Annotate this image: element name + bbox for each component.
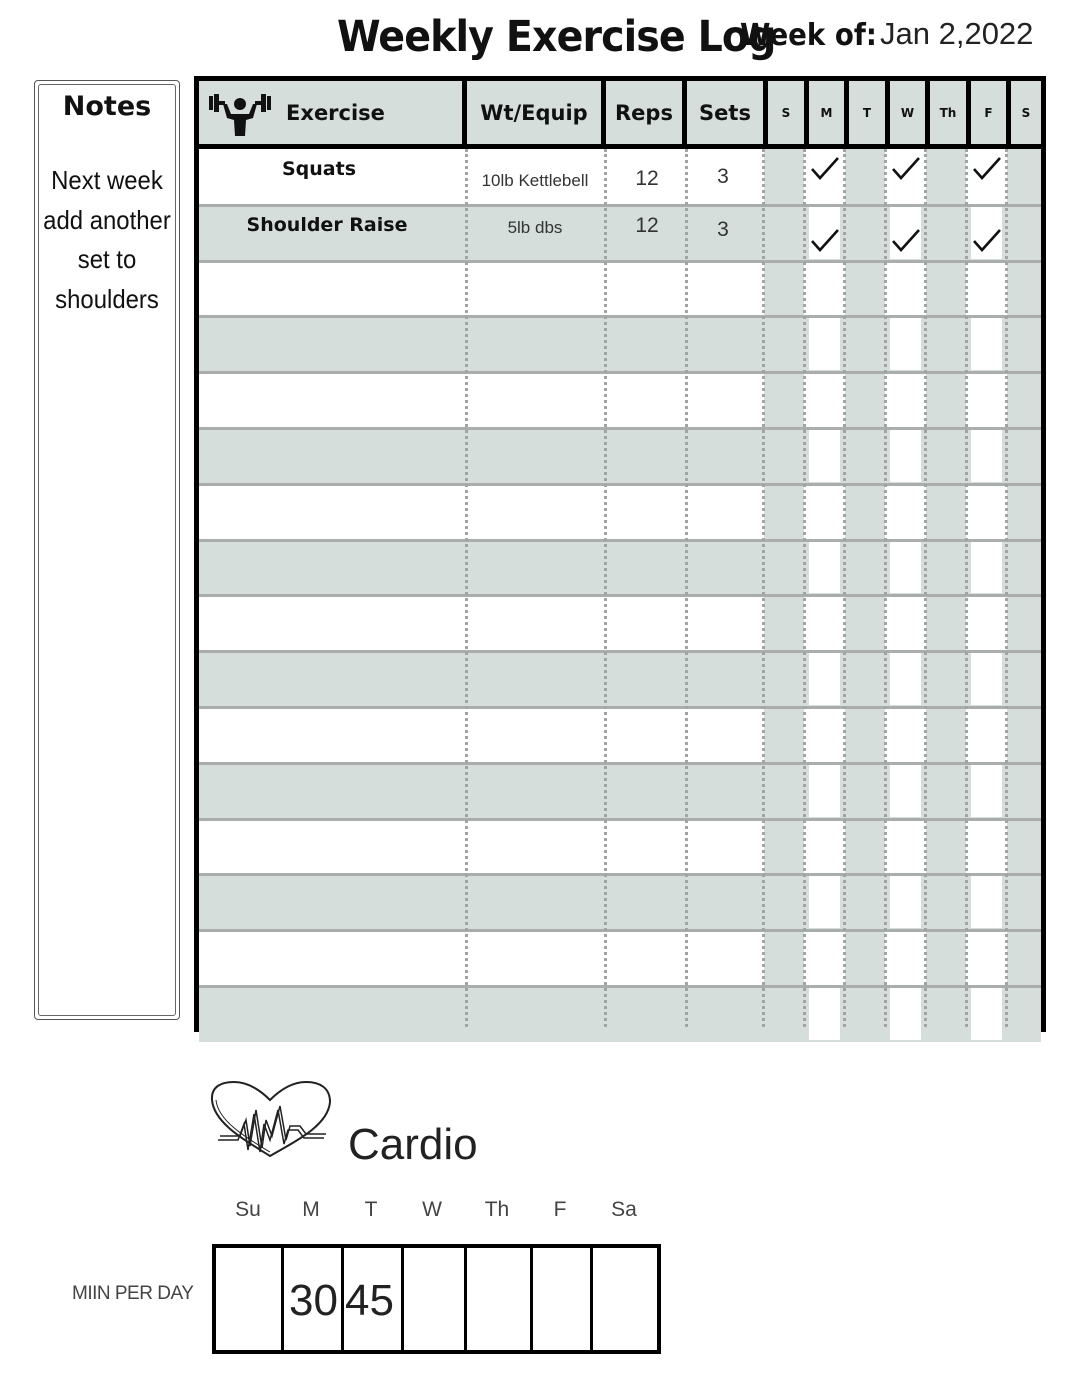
day-column-cell bbox=[809, 318, 840, 370]
column-divider bbox=[604, 149, 607, 1027]
header-day-tue: T bbox=[849, 81, 885, 144]
cardio-day-label: Sa bbox=[611, 1198, 637, 1221]
column-divider bbox=[843, 149, 846, 1027]
cardio-day-label: T bbox=[364, 1198, 378, 1221]
checkmark-icon[interactable] bbox=[809, 155, 841, 183]
table-row[interactable] bbox=[199, 930, 1041, 986]
column-divider bbox=[762, 149, 765, 1027]
header-day-thu: Th bbox=[930, 81, 966, 144]
entry-sets[interactable]: 3 bbox=[717, 165, 729, 188]
column-divider bbox=[924, 149, 927, 1027]
page-title: Weekly Exercise Log bbox=[337, 12, 776, 62]
column-divider bbox=[1005, 149, 1008, 1027]
entry-exercise[interactable]: Shoulder Raise bbox=[246, 214, 408, 236]
notes-title: Notes bbox=[62, 91, 152, 122]
header-exercise-label: Exercise bbox=[286, 100, 385, 125]
row-separator bbox=[199, 594, 1041, 597]
cardio-minutes-tue[interactable]: 45 bbox=[345, 1276, 394, 1325]
notes-line: add another bbox=[43, 204, 171, 235]
cardio-day-label: W bbox=[422, 1198, 442, 1221]
entry-reps[interactable]: 12 bbox=[635, 167, 659, 190]
row-separator bbox=[199, 483, 1041, 486]
day-column-cell bbox=[890, 876, 921, 928]
row-separator bbox=[199, 818, 1041, 821]
row-separator bbox=[199, 539, 1041, 542]
cardio-day-label: F bbox=[553, 1198, 567, 1221]
table-header bbox=[199, 81, 1041, 144]
day-column-shade bbox=[845, 149, 885, 1027]
checkmark-icon[interactable] bbox=[890, 227, 922, 255]
header-wt-equip: Wt/Equip bbox=[467, 81, 601, 144]
day-column-cell bbox=[890, 988, 921, 1040]
day-column-cell bbox=[890, 430, 921, 482]
day-column-shade bbox=[926, 149, 966, 1027]
cardio-day-label: Th bbox=[484, 1198, 510, 1221]
day-column-cell bbox=[971, 542, 1002, 594]
table-row[interactable] bbox=[199, 595, 1041, 651]
table-row[interactable] bbox=[199, 819, 1041, 875]
notes-line: set to bbox=[77, 244, 137, 274]
day-column-cell bbox=[971, 653, 1002, 705]
day-column-cell bbox=[971, 876, 1002, 928]
checkmark-icon[interactable] bbox=[809, 227, 841, 255]
table-row[interactable] bbox=[199, 372, 1041, 428]
weightlifter-icon bbox=[207, 90, 273, 143]
notes-body bbox=[41, 161, 173, 319]
day-column-cell bbox=[971, 318, 1002, 370]
notes-panel[interactable] bbox=[34, 80, 180, 1020]
week-of-label: Week of: bbox=[740, 18, 877, 53]
notes-line: Next week bbox=[51, 165, 163, 195]
header-day-sat: S bbox=[1011, 81, 1041, 144]
column-divider bbox=[685, 149, 688, 1027]
row-separator bbox=[199, 873, 1041, 876]
day-column-cell bbox=[809, 988, 840, 1040]
day-column-cell bbox=[971, 988, 1002, 1040]
row-separator bbox=[199, 371, 1041, 374]
checkmark-icon[interactable] bbox=[971, 155, 1003, 183]
notes-line: shoulders bbox=[55, 283, 159, 314]
entry-sets[interactable]: 3 bbox=[717, 218, 729, 241]
day-column-cell bbox=[890, 653, 921, 705]
cardio-title: Cardio bbox=[348, 1120, 478, 1169]
table-row[interactable] bbox=[199, 707, 1041, 763]
header-day-wed: W bbox=[890, 81, 925, 144]
day-column-cell bbox=[809, 653, 840, 705]
table-row[interactable] bbox=[199, 484, 1041, 540]
day-column-cell bbox=[971, 765, 1002, 817]
day-column-shade bbox=[764, 149, 804, 1027]
day-column-cell bbox=[890, 765, 921, 817]
row-separator bbox=[199, 260, 1041, 263]
day-column-cell bbox=[890, 318, 921, 370]
row-separator bbox=[199, 985, 1041, 988]
column-divider bbox=[465, 149, 468, 1027]
entry-wt-equip[interactable]: 5lb dbs bbox=[507, 218, 563, 237]
table-row[interactable] bbox=[199, 261, 1041, 317]
cardio-minutes-grid[interactable] bbox=[212, 1244, 661, 1354]
column-divider bbox=[803, 149, 806, 1027]
day-column-cell bbox=[809, 430, 840, 482]
heart-pulse-icon bbox=[208, 1080, 334, 1165]
entry-exercise[interactable]: Squats bbox=[281, 158, 357, 180]
row-separator bbox=[199, 929, 1041, 932]
column-divider bbox=[965, 149, 968, 1027]
header-day-fri: F bbox=[971, 81, 1006, 144]
exercise-log-table bbox=[194, 76, 1046, 1032]
row-separator bbox=[199, 315, 1041, 318]
cardio-day-label: Su bbox=[235, 1198, 261, 1221]
row-separator bbox=[199, 706, 1041, 709]
cardio-minutes-mon[interactable]: 30 bbox=[289, 1276, 338, 1325]
row-separator bbox=[199, 762, 1041, 765]
row-separator bbox=[199, 650, 1041, 653]
day-column-shade bbox=[1007, 149, 1041, 1027]
day-column-cell bbox=[809, 765, 840, 817]
checkmark-icon[interactable] bbox=[971, 227, 1003, 255]
day-column-cell bbox=[809, 876, 840, 928]
day-column-cell bbox=[809, 542, 840, 594]
day-column-cell bbox=[890, 542, 921, 594]
header-day-mon: M bbox=[809, 81, 844, 144]
day-column-cell bbox=[971, 430, 1002, 482]
cardio-day-label: M bbox=[302, 1198, 320, 1221]
header-day-sun: S bbox=[768, 81, 804, 144]
week-of-value[interactable]: Jan 2,2022 bbox=[880, 16, 1034, 51]
row-separator bbox=[199, 427, 1041, 430]
checkmark-icon[interactable] bbox=[890, 155, 922, 183]
header-reps: Reps bbox=[606, 81, 682, 144]
header-exercise bbox=[199, 81, 462, 144]
minutes-per-day-label: MIIN PER DAY bbox=[72, 1283, 194, 1304]
entry-reps[interactable]: 12 bbox=[635, 214, 659, 237]
entry-wt-equip[interactable]: 10lb Kettlebell bbox=[481, 171, 589, 190]
column-divider bbox=[884, 149, 887, 1027]
header-sets: Sets bbox=[687, 81, 763, 144]
